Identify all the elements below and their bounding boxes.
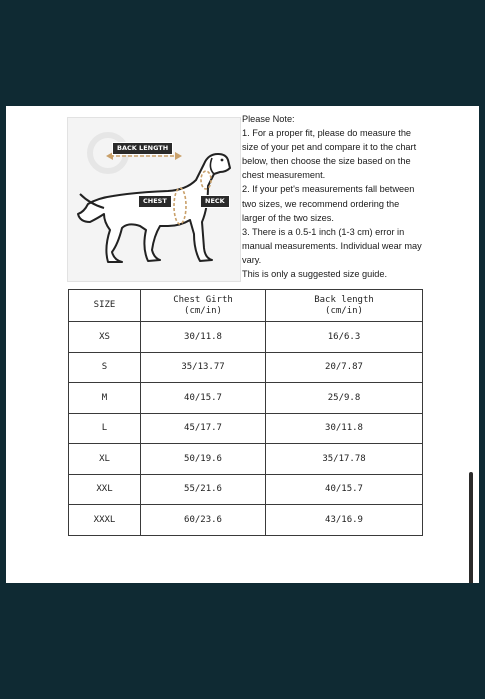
back-cell: 20/7.87 <box>266 352 423 383</box>
size-cell: S <box>69 352 141 383</box>
size-cell: L <box>69 413 141 444</box>
table-row <box>69 352 423 383</box>
chest-cell: 30/11.8 <box>141 322 266 353</box>
measurement-notes <box>242 112 424 281</box>
size-cell: XS <box>69 322 141 353</box>
note-item-3: 3. There is a 0.5-1 inch (1-3 cm) error in manual measurements. Individual wear may vary. <box>242 226 422 265</box>
back-cell: 16/6.3 <box>266 322 423 353</box>
chest-cell: 35/13.77 <box>141 352 266 383</box>
table-row <box>69 474 423 505</box>
top-dark-band <box>0 0 485 106</box>
back-cell: 43/16.9 <box>266 505 423 536</box>
header-chest-girth <box>141 290 266 322</box>
size-cell: M <box>69 383 141 414</box>
table-row <box>69 383 423 414</box>
notes-footer: This is only a suggested size guide. <box>242 269 388 280</box>
notes-title: Please Note: <box>242 114 295 124</box>
chest-cell: 40/15.7 <box>141 383 266 414</box>
size-cell: XL <box>69 444 141 475</box>
table-row <box>69 413 423 444</box>
chest-cell: 60/23.6 <box>141 505 266 536</box>
back-cell: 30/11.8 <box>266 413 423 444</box>
bottom-dark-band <box>0 583 485 699</box>
note-item-2: 2. If your pet's measurements fall between two sizes, we recommend ordering the larger of the two sizes. <box>242 184 415 223</box>
back-cell: 40/15.7 <box>266 474 423 505</box>
table-header-row <box>69 290 423 322</box>
back-length-tag: BACK LENGTH <box>112 142 173 155</box>
header-chest-line2: (cm/in) <box>184 305 222 316</box>
table-row <box>69 505 423 536</box>
table-row <box>69 444 423 475</box>
back-cell: 35/17.78 <box>266 444 423 475</box>
neck-tag: NECK <box>200 195 230 208</box>
header-chest-line1: Chest Girth <box>173 294 233 305</box>
chest-cell: 50/19.6 <box>141 444 266 475</box>
dog-measurement-diagram <box>67 117 241 282</box>
size-chart-table <box>68 289 423 536</box>
chest-cell: 55/21.6 <box>141 474 266 505</box>
table-row <box>69 322 423 353</box>
size-cell: XXXL <box>69 505 141 536</box>
chest-cell: 45/17.7 <box>141 413 266 444</box>
header-back-line1: Back length <box>314 294 374 305</box>
header-back-line2: (cm/in) <box>325 305 363 316</box>
chest-tag: CHEST <box>138 195 172 208</box>
note-item-1: 1. For a proper fit, please do measure the size of your pet and compare it to the chart below, then choose the size based on the chest measurement. <box>242 128 417 181</box>
size-cell: XXL <box>69 474 141 505</box>
header-size: SIZE <box>69 290 141 322</box>
size-guide-image <box>6 106 479 583</box>
back-cell: 25/9.8 <box>266 383 423 414</box>
header-back-length <box>266 290 423 322</box>
